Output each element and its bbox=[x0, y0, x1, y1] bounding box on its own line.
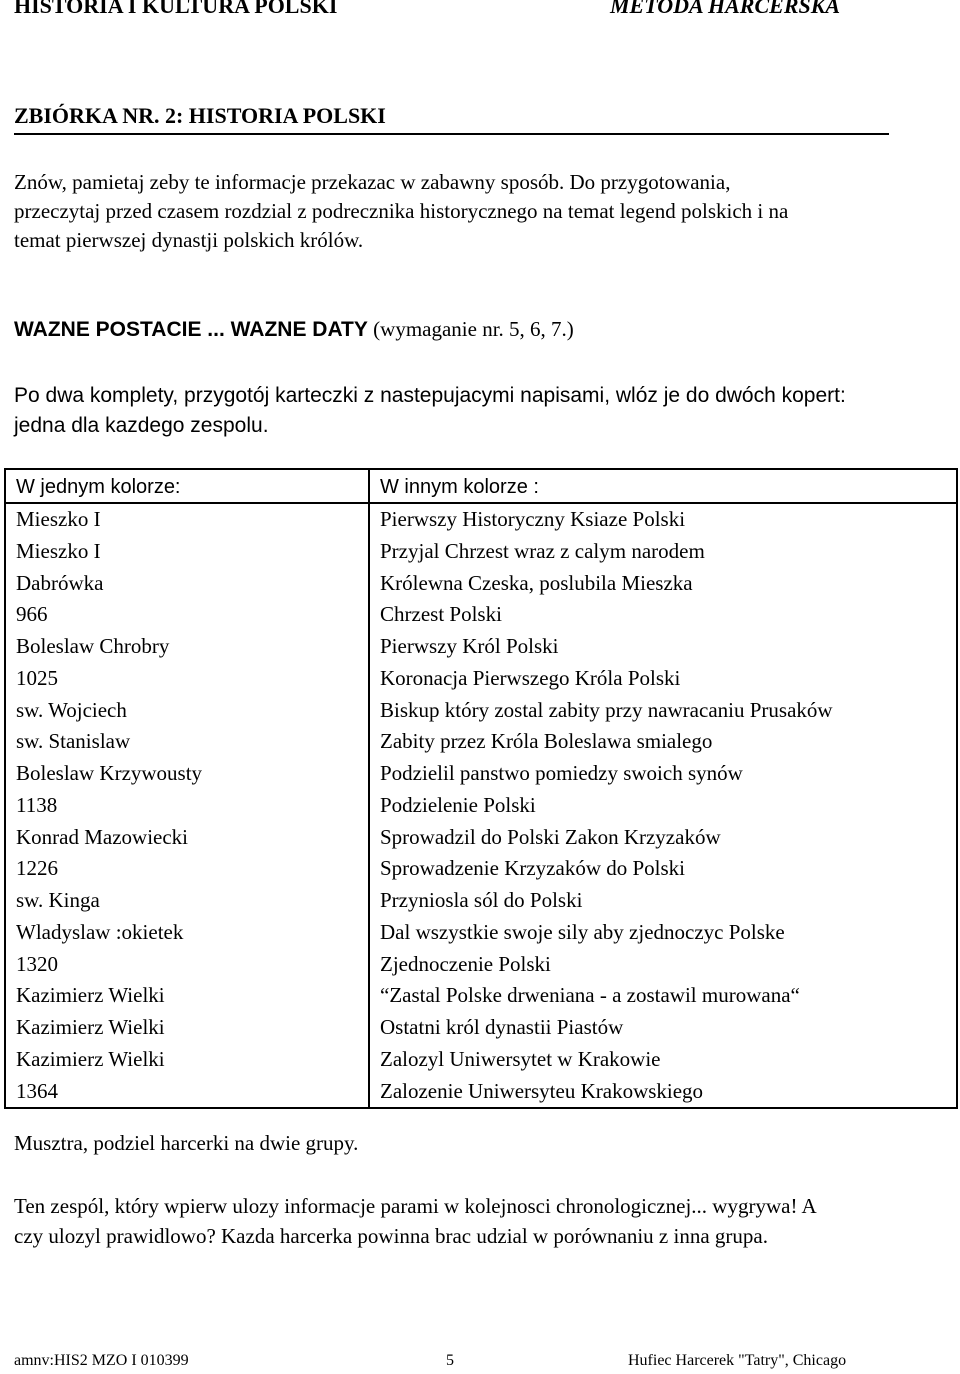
table-cell-left: 1226 bbox=[16, 856, 58, 881]
table-cell-right: Koronacja Pierwszego Króla Polski bbox=[380, 665, 681, 690]
table-cell-right: Przyjal Chrzest wraz z calym narodem bbox=[380, 538, 705, 563]
winner-line: czy ulozyl prawidlowo? Kazda harcerka powinna brac udzial w porównaniu z inna grupa. bbox=[14, 1224, 768, 1248]
table-cell-left: Mieszko I bbox=[16, 538, 101, 563]
header-right: METODA HARCERSKA bbox=[610, 0, 841, 18]
section-heading bbox=[14, 317, 574, 342]
section-note: (wymaganie nr. 5, 6, 7.) bbox=[373, 317, 574, 341]
table-cell-left: sw. Stanislaw bbox=[16, 729, 131, 754]
table-cell-left: Boleslaw Krzywousty bbox=[16, 761, 203, 785]
table-cell-left: 1025 bbox=[16, 665, 58, 690]
table-cell-right: Ostatni król dynastii Piastów bbox=[380, 1015, 624, 1039]
table-cell-left: Konrad Mazowiecki bbox=[16, 824, 189, 849]
col2-cell bbox=[369, 503, 957, 1108]
table-cell-right: Sprowadzenie Krzyzaków do Polski bbox=[380, 856, 686, 881]
col2-header: W innym kolorze : bbox=[369, 469, 957, 503]
table-cell-left: 966 bbox=[16, 602, 48, 627]
intro-paragraph bbox=[14, 168, 788, 255]
instruction-line: jedna dla kazdego zespolu. bbox=[14, 414, 269, 437]
table-cell-right: Sprowadzil do Polski Zakon Krzyzaków bbox=[380, 824, 721, 849]
intro-line: przeczytaj przed czasem rozdzial z podrecznika historycznego na temat legend polskich i na bbox=[14, 199, 789, 223]
intro-line: temat pierwszej dynastji polskich królów. bbox=[14, 228, 364, 252]
intro-line: Znów, pamietaj zeby te informacje przekazac w zabawny sposób. Do przygotowania, bbox=[14, 170, 731, 194]
drill-instruction: Musztra, podziel harcerki na dwie grupy. bbox=[14, 1131, 359, 1155]
table-cell-left: sw. Kinga bbox=[16, 888, 100, 912]
table-cell-left: Wladyslaw :okietek bbox=[16, 919, 184, 944]
table-cell-right: Królewna Czeska, poslubila Mieszka bbox=[380, 570, 693, 595]
table-cell-left: Boleslaw Chrobry bbox=[16, 634, 170, 658]
section-heading-text: WAZNE POSTACIE ... WAZNE DATY bbox=[14, 318, 368, 341]
table-cell-right: Biskup który zostal zabity przy nawracaniu Prusaków bbox=[380, 697, 833, 722]
matching-table bbox=[4, 468, 958, 1109]
table-cell-right: Pierwszy Historyczny Ksiaze Polski bbox=[380, 507, 686, 531]
table-cell-left: Kazimierz Wielki bbox=[16, 1046, 165, 1071]
table-cell-right: Pierwszy Król Polski bbox=[380, 634, 559, 658]
page-title: ZBIÓRKA NR. 2: HISTORIA POLSKI bbox=[14, 103, 386, 128]
header-left: HISTORIA I KULTURA POLSKI bbox=[14, 0, 338, 18]
table-cell-right: Podzielenie Polski bbox=[380, 792, 536, 817]
table-cell-left: Mieszko I bbox=[16, 507, 101, 531]
col1-cell bbox=[5, 503, 369, 1108]
table-cell-left: Kazimierz Wielki bbox=[16, 1015, 165, 1039]
table-cell-left: 1138 bbox=[16, 792, 58, 817]
table-cell-right: Zalozenie Uniwersyteu Krakowskiego bbox=[380, 1078, 704, 1103]
table-cell-left: 1320 bbox=[16, 951, 58, 976]
table-cell-right: Dal wszystkie swoje sily aby zjednoczyc Polske bbox=[380, 919, 785, 944]
footer-left: amnv:HIS2 MZO I 010399 bbox=[14, 1352, 189, 1369]
col1-header: W jednym kolorze: bbox=[5, 469, 369, 503]
instruction-line: Po dwa komplety, przygotój karteczki z nastepujacymi napisami, wlóz je do dwóch kopert: bbox=[14, 384, 846, 407]
table-header-row bbox=[5, 469, 957, 503]
table-cell-right: Chrzest Polski bbox=[380, 602, 502, 627]
footer-right: Hufiec Harcerek "Tatry", Chicago bbox=[628, 1352, 847, 1369]
winner-paragraph bbox=[14, 1191, 817, 1251]
table-cell-right: Zjednoczenie Polski bbox=[380, 951, 551, 976]
page-number: 5 bbox=[446, 1352, 454, 1369]
table-cell-left: 1364 bbox=[16, 1078, 58, 1103]
table-cell-right: Przyniosla sól do Polski bbox=[380, 888, 583, 912]
table-cell-left: Kazimierz Wielki bbox=[16, 983, 165, 1008]
winner-line: Ten zespól, który wpierw ulozy informacje parami w kolejnosci chronologicznej... wygrywa! A bbox=[14, 1194, 817, 1218]
table-cell-right: Zalozyl Uniwersytet w Krakowie bbox=[380, 1046, 661, 1071]
table-cell-right: Podzielil panstwo pomiedzy swoich synów bbox=[380, 761, 743, 785]
title-rule bbox=[14, 133, 889, 135]
table-cell-left: Dabrówka bbox=[16, 570, 104, 595]
instructions bbox=[14, 381, 846, 441]
table-cell-right: “Zastal Polske drweniana - a zostawil murowana“ bbox=[380, 983, 800, 1008]
table-cell-right: Zabity przez Króla Boleslawa smialego bbox=[380, 729, 713, 754]
table-body-row bbox=[5, 503, 957, 1108]
table-cell-left: sw. Wojciech bbox=[16, 697, 127, 722]
